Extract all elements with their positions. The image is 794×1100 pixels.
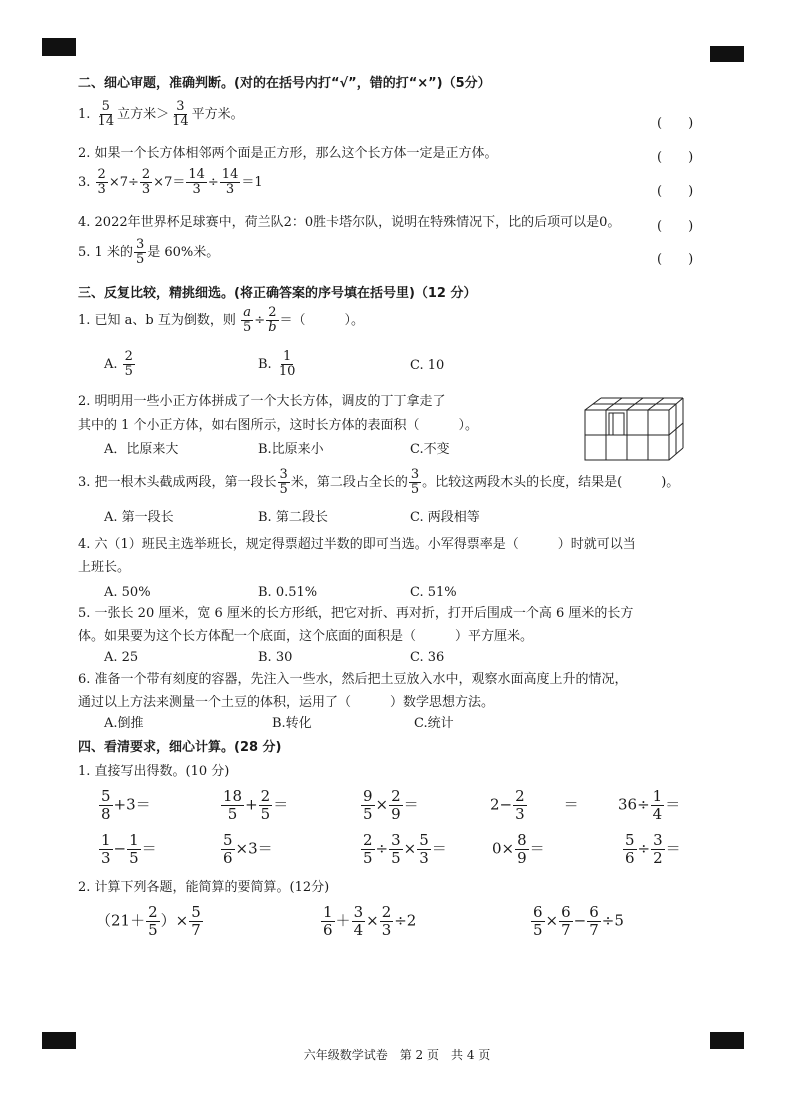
q4-option-a: A. 50%: [104, 585, 151, 600]
judge-q3: 3. $\frac{2}{3}$ ×7÷ $\frac{2}{3}$ ×7＝ $\frac{14}{3}$ ÷ $\frac{14}{3}$ ＝1: [78, 167, 263, 197]
judge-q5: 5. 1 米的 $\frac{3}{5}$ 是 60%米。: [78, 237, 220, 267]
section-4-title: 四、看清要求，细心计算。(28 分): [78, 740, 282, 755]
calc-r1-3: $\frac{9}{5}$ × $\frac{2}{9}$ ＝: [363, 787, 419, 823]
answer-paren-5[interactable]: ( ): [657, 252, 694, 267]
calc-r2-2: $\frac{5}{6}$ ×3＝: [223, 831, 273, 867]
q4-option-b: B. 0.51%: [258, 585, 318, 600]
calc-r1-4: 2− $\frac{2}{3}$ ＝: [490, 787, 579, 823]
q1-option-a: A. $\frac{2}{5}$: [104, 349, 133, 379]
choice-q4-line1: 4. 六（1）班民主选举班长，规定得票超过半数的即可当选。小军得票率是（ ）时就可以当: [78, 537, 636, 552]
q3-option-b: B. 第二段长: [258, 510, 328, 525]
choice-q1: 1. 已知 a、b 互为倒数，则 $\frac{a}{5}$ ÷ $\frac{2}{b}$ ＝（ ）。: [78, 305, 365, 335]
calc-r1-1: $\frac{5}{8}$ +3＝: [101, 787, 151, 823]
q5-option-b: B. 30: [258, 650, 293, 665]
q5-option-c: C. 36: [410, 650, 445, 665]
answer-paren-4[interactable]: ( ): [657, 219, 694, 234]
q2-option-a: A．比原来大: [104, 442, 179, 457]
answer-paren-3[interactable]: ( ): [657, 184, 694, 199]
q3-option-a: A. 第一段长: [104, 510, 174, 525]
q2-option-b: B.比原来小: [258, 442, 324, 457]
q6-option-b: B.转化: [272, 716, 312, 731]
q2-option-c: C.不变: [410, 442, 450, 457]
judge-q2: 2. 如果一个长方体相邻两个面是正方形，那么这个长方体一定是正方体。: [78, 146, 498, 161]
answer-paren-1[interactable]: ( ): [657, 116, 694, 131]
choice-q5-line2: 体。如果要为这个长方体配一个底面，这个底面的面积是（ ）平方厘米。: [78, 629, 534, 644]
section-2-title: 二、细心审题，准确判断。(对的在括号内打“√”，错的打“×”)（5分）: [78, 76, 491, 91]
calc-expr-2: $\frac{1}{6}$ ＋ $\frac{3}{4}$ × $\frac{2}{3}$ ÷2: [323, 903, 417, 939]
choice-q5-line1: 5. 一张长 20 厘米，宽 6 厘米的长方形纸，把它对折、再对折，打开后围成一个高 6 厘米的长方: [78, 606, 634, 621]
calc-r1-2: $\frac{18}{5}$ + $\frac{2}{5}$ ＝: [223, 787, 289, 823]
q5-option-a: A. 25: [104, 650, 139, 665]
calc-part-1-title: 1. 直接写出得数。(10 分): [78, 764, 230, 779]
calc-r2-5: $\frac{5}{6}$ ÷ $\frac{3}{2}$ ＝: [625, 831, 681, 867]
choice-q3: 3. 把一根木头截成两段，第一段长 $\frac{3}{5}$ 米，第二段占全长的 $\frac{3}{5}$ 。比较这两段木头的长度，结果是( )。: [78, 467, 680, 497]
choice-q2-line1: 2. 明明用一些小正方体拼成了一个大长方体，调皮的丁丁拿走了: [78, 394, 446, 409]
q3-option-c: C. 两段相等: [410, 510, 480, 525]
answer-paren-2[interactable]: ( ): [657, 150, 694, 165]
choice-q4-line2: 上班长。: [78, 560, 131, 575]
section-3-title: 三、反复比较，精挑细选。(将正确答案的序号填在括号里)（12 分）: [78, 286, 477, 301]
q4-option-c: C. 51%: [410, 585, 457, 600]
judge-q1: 1. $\frac{5}{14}$ 立方米＞ $\frac{3}{14}$ 平方米。: [78, 99, 244, 129]
choice-q6-line1: 6. 准备一个带有刻度的容器，先注入一些水，然后把土豆放入水中，观察水面高度上升的情况，: [78, 672, 628, 687]
registration-mark-top-left: [42, 38, 76, 56]
q1-option-b: B. $\frac{1}{10}$: [258, 349, 296, 379]
cuboid-figure: [583, 394, 687, 464]
q6-option-a: A.倒推: [104, 716, 144, 731]
calc-r2-1: $\frac{1}{3}$ − $\frac{1}{5}$ ＝: [101, 831, 157, 867]
calc-expr-1: （21＋ $\frac{2}{5}$ ）× $\frac{5}{7}$: [96, 903, 201, 939]
page-footer: 六年级数学试卷 第 2 页 共 4 页: [303, 1048, 491, 1062]
calc-r2-3: $\frac{2}{5}$ ÷ $\frac{3}{5}$ × $\frac{5}{3}$ ＝: [363, 831, 447, 867]
q6-option-c: C.统计: [414, 716, 454, 731]
calc-part-2-title: 2. 计算下列各题，能简算的要简算。(12分): [78, 880, 330, 895]
judge-q4: 4. 2022年世界杯足球赛中，荷兰队2：0胜卡塔尔队，说明在特殊情况下，比的后项可以是0。: [78, 215, 621, 230]
q1-option-c: C. 10: [410, 358, 445, 373]
calc-expr-3: $\frac{6}{5}$ × $\frac{6}{7}$ − $\frac{6}{7}$ ÷5: [533, 903, 624, 939]
registration-mark-top-right: [710, 46, 744, 62]
choice-q2-line2: 其中的 1 个小正方体，如右图所示，这时长方体的表面积（ ）。: [78, 418, 479, 433]
choice-q6-line2: 通过以上方法来测量一个土豆的体积，运用了（ ）数学思想方法。: [78, 695, 495, 710]
calc-r2-4: 0× $\frac{8}{9}$ ＝: [492, 831, 545, 867]
calc-r1-5: 36÷ $\frac{1}{4}$ ＝: [618, 787, 681, 823]
